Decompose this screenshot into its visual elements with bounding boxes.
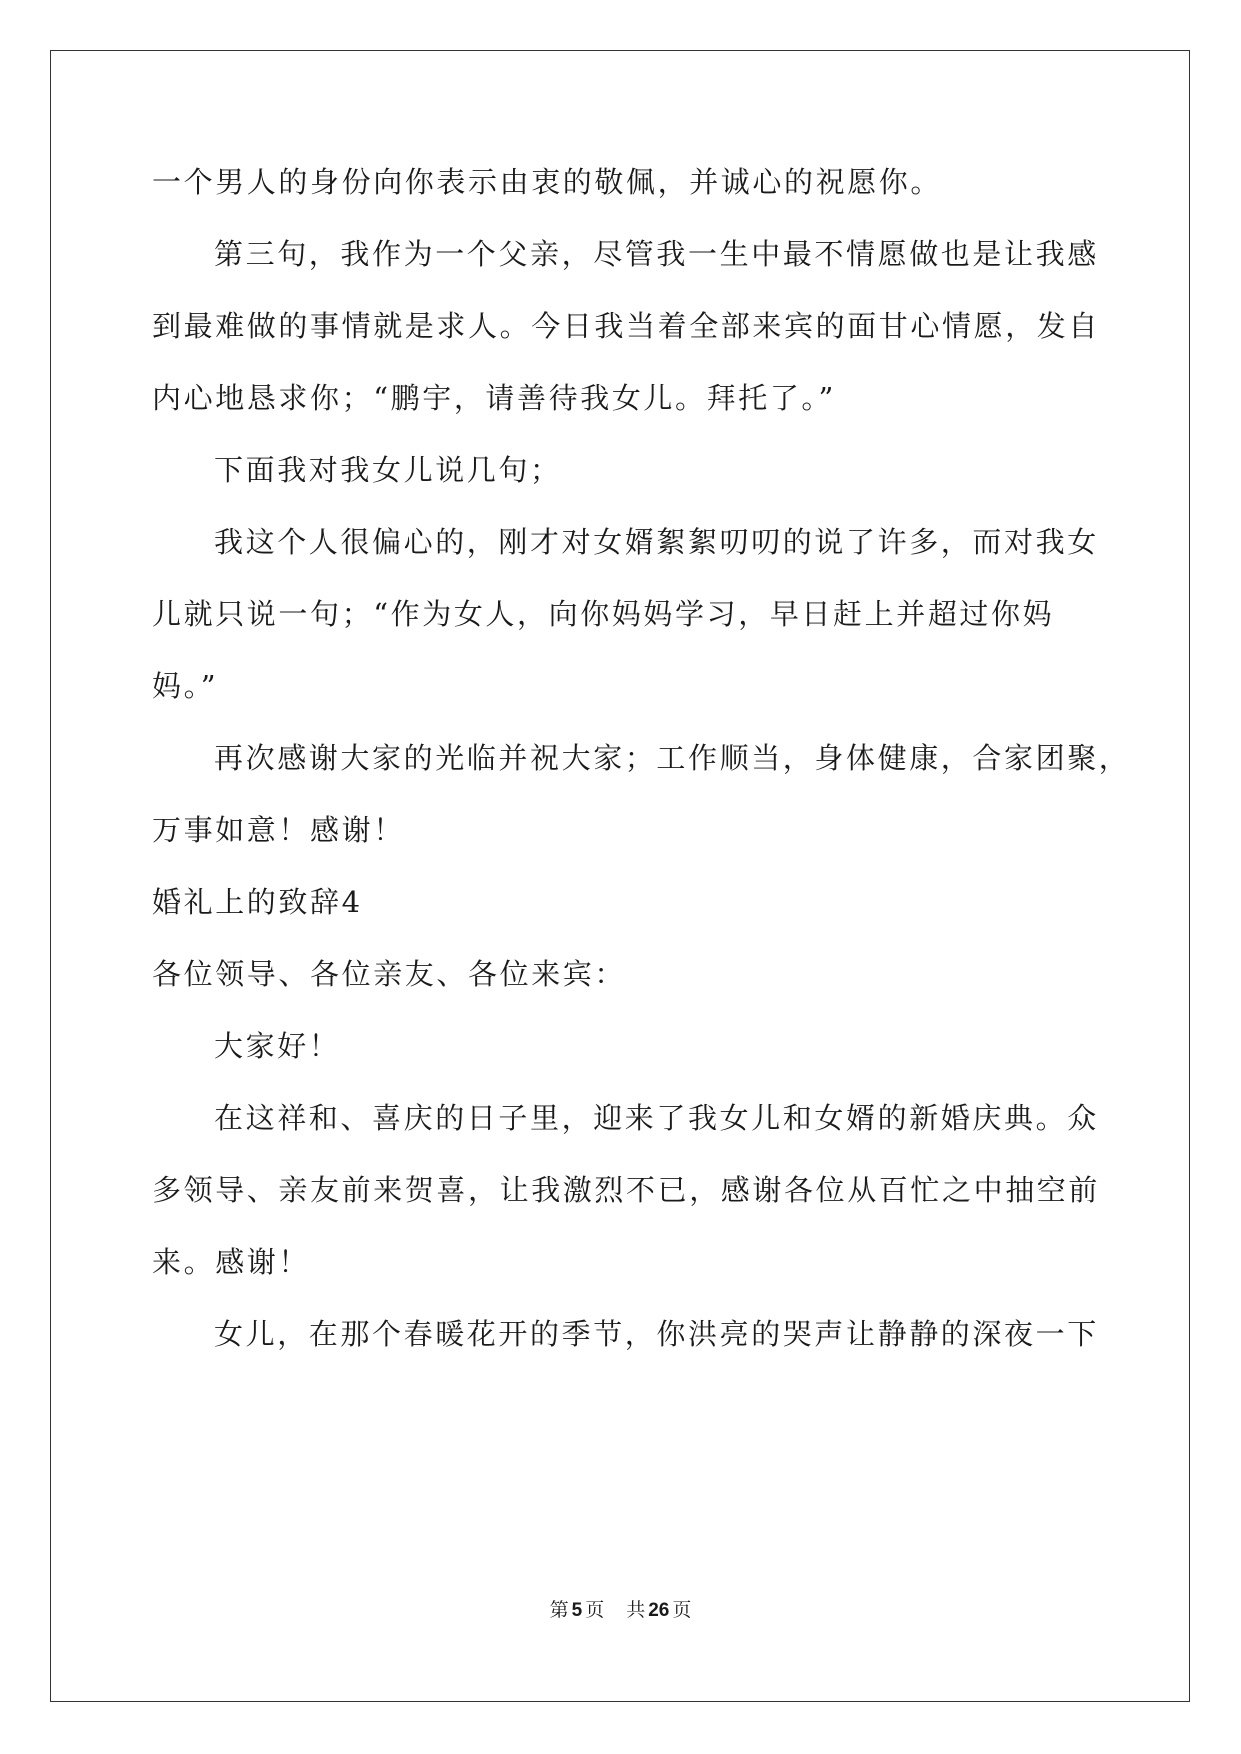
text-line: 多领导、亲友前来贺喜，让我激烈不已，感谢各位从百忙之中抽空前 [152,1173,1101,1207]
text-line: 一个男人的身份向你表示由衷的敬佩，并诚心的祝愿你。 [152,165,943,199]
page-footer [0,1598,1241,1623]
footer-prefix: 第 [549,1599,569,1621]
text-line: 第三句，我作为一个父亲，尽管我一生中最不情愿做也是让我感 [214,237,1099,271]
text-line: 儿就只说一句；“作为女人，向你妈妈学习，早日赶上并超过你妈 [152,597,1055,631]
footer-total-prefix: 共 [626,1599,646,1621]
section-heading: 婚礼上的致辞4 [152,885,363,919]
salutation: 各位领导、各位亲友、各位来宾： [152,957,627,991]
text-line: 女儿，在那个春暖花开的季节，你洪亮的哭声让静静的深夜一下 [214,1317,1099,1351]
text-line: 内心地恳求你；“鹏宇，请善待我女儿。拜托了。” [152,381,836,415]
greeting: 大家好！ [214,1029,341,1063]
text-line: 妈。” [152,669,219,703]
text-line: 来。感谢！ [152,1245,311,1279]
total-pages: 26 [648,1600,670,1621]
text-line: 到最难做的事情就是求人。今日我当着全部来宾的面甘心情愿，发自 [152,309,1101,343]
text-line: 万事如意！感谢！ [152,813,405,847]
text-line: 再次感谢大家的光临并祝大家；工作顺当，身体健康，合家团聚， [214,741,1131,775]
footer-total-suffix: 页 [672,1599,692,1621]
text-line: 在这祥和、喜庆的日子里，迎来了我女儿和女婿的新婚庆典。众 [214,1101,1099,1135]
text-line: 我这个人很偏心的，刚才对女婿絮絮叨叨的说了许多，而对我女 [214,525,1099,559]
text-line: 下面我对我女儿说几句； [214,453,562,487]
page-number: 5 [571,1600,583,1621]
footer-page-suffix: 页 [585,1599,605,1621]
page-border [50,50,1190,1702]
